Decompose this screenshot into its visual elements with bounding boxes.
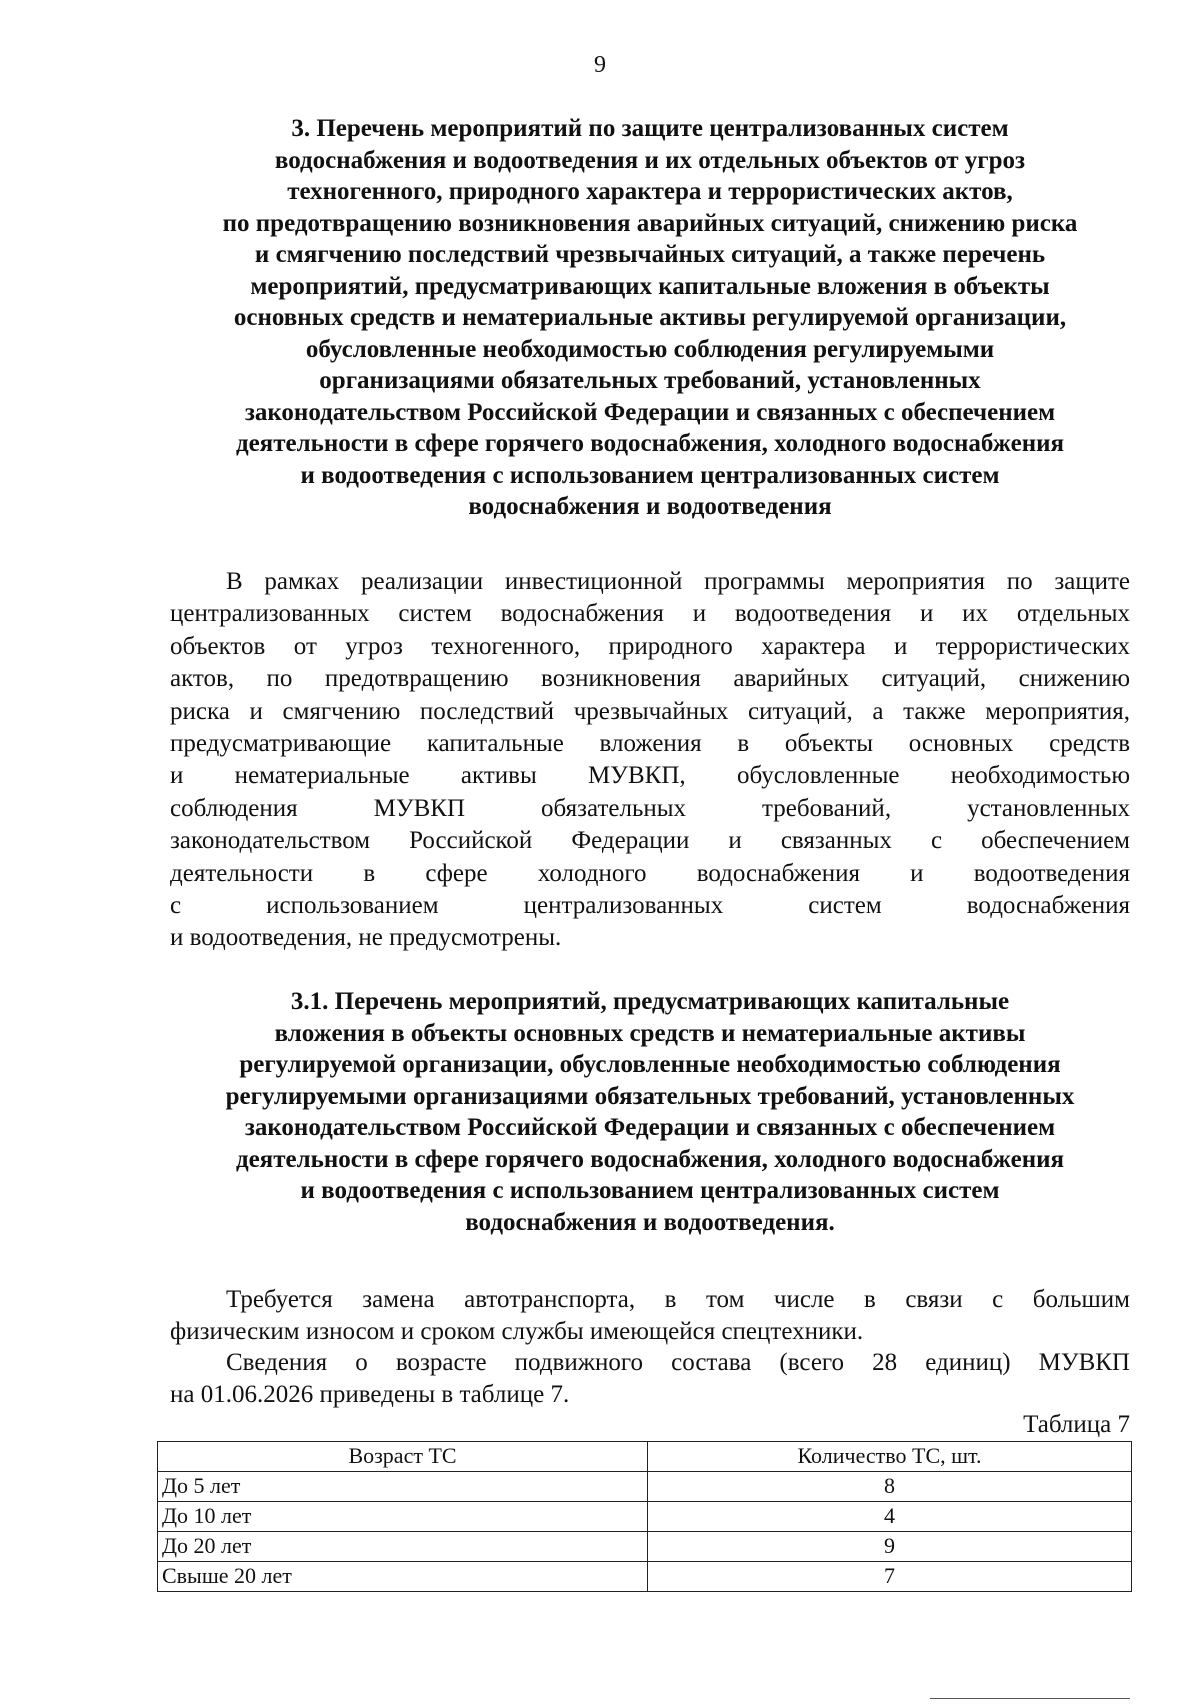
heading-line: водоснабжения и водоотведения	[468, 493, 832, 520]
section-3-heading	[160, 113, 1140, 523]
vehicle-age-table	[157, 1441, 1132, 1592]
count-cell: 8	[648, 1472, 1132, 1502]
table-row	[158, 1472, 1132, 1502]
heading-line: водоснабжения и водоотведения.	[465, 1208, 835, 1236]
paragraph-line: предусматривающие капитальные вложения в объекты основных средств	[170, 730, 1130, 758]
fleet-age-paragraph	[170, 1347, 1130, 1412]
paragraph-line: соблюдения МУВКП обязательных требований, установленных	[170, 794, 1130, 822]
count-cell: 4	[648, 1502, 1132, 1532]
intro-paragraph	[170, 566, 1130, 955]
heading-line: и смягчению последствий чрезвычайных ситуаций, а также перечень	[254, 241, 1046, 268]
heading-line: водоснабжения и водоотведения и их отдельных объектов от угроз	[274, 146, 1026, 174]
vehicle-replacement-paragraph	[170, 1284, 1130, 1349]
heading-line: регулируемыми организациями обязательных требований, установленных	[225, 1082, 1075, 1110]
heading-line: и водоотведения с использованием централизованных систем	[300, 461, 1000, 489]
paragraph-line: деятельности в сфере холодного водоснабжения и водоотведения	[170, 859, 1130, 887]
heading-line: 3. Перечень мероприятий по защите централизованных систем	[291, 115, 1009, 142]
paragraph-line: Сведения о возрасте подвижного состава (всего 28 единиц) МУВКП	[226, 1349, 1130, 1376]
paragraph-line: риска и смягчению последствий чрезвычайных ситуаций, а также мероприятия,	[170, 697, 1130, 725]
heading-line: техногенного, природного характера и террористических актов,	[287, 178, 1013, 205]
age-cell: До 5 лет	[158, 1472, 648, 1502]
section-3-1-heading	[160, 986, 1140, 1238]
heading-line: вложения в объекты основных средств и нематериальные активы	[274, 1019, 1026, 1047]
heading-line: деятельности в сфере горячего водоснабжения, холодного водоснабжения	[235, 1145, 1065, 1173]
heading-line: деятельности в сфере горячего водоснабжения, холодного водоснабжения	[235, 430, 1065, 457]
column-header-count: Количество ТС, шт.	[648, 1442, 1132, 1472]
age-cell: Свыше 20 лет	[158, 1562, 648, 1592]
paragraph-line: на 01.06.2026 приведены в таблице 7.	[170, 1381, 570, 1409]
heading-line: регулируемой организации, обусловленные необходимостью соблюдения	[239, 1051, 1061, 1078]
paragraph-line: актов, по предотвращению возникновения аварийных ситуаций, снижению	[170, 665, 1130, 693]
paragraph-line: В рамках реализации инвестиционной программы мероприятия по защите	[226, 568, 1130, 595]
paragraph-line: централизованных систем водоснабжения и водоотведения и их отдельных	[170, 600, 1130, 628]
paragraph-line: с использованием централизованных систем водоснабжения	[170, 892, 1130, 920]
table-row	[158, 1532, 1132, 1562]
page-number: 9	[594, 52, 606, 78]
paragraph-line: Требуется замена автотранспорта, в том числе в связи с большим	[226, 1286, 1130, 1313]
paragraph-line: и нематериальные активы МУВКП, обусловленные необходимостью	[170, 762, 1130, 790]
table-row	[158, 1502, 1132, 1532]
heading-line: 3.1. Перечень мероприятий, предусматривающих капитальные	[290, 988, 1010, 1015]
heading-line: организациями обязательных требований, установленных	[319, 367, 981, 394]
table-row	[158, 1562, 1132, 1592]
table-caption: Таблица 7	[1023, 1411, 1130, 1438]
age-cell: До 20 лет	[158, 1532, 648, 1562]
heading-line: законодательством Российской Федерации и связанных с обеспечением	[244, 398, 1056, 426]
footer-divider	[930, 1698, 1130, 1699]
count-cell: 9	[648, 1532, 1132, 1562]
column-header-age: Возраст ТС	[158, 1442, 648, 1472]
heading-line: обусловленные необходимостью соблюдения регулируемыми	[305, 335, 995, 363]
heading-line: основных средств и нематериальные активы регулируемой организации,	[233, 304, 1067, 331]
table-header-row	[158, 1442, 1132, 1472]
paragraph-line: физическим износом и сроком службы имеющейся спецтехники.	[170, 1318, 864, 1346]
heading-line: и водоотведения с использованием централизованных систем	[300, 1177, 1000, 1204]
count-cell: 7	[648, 1562, 1132, 1592]
heading-line: по предотвращению возникновения аварийных ситуаций, снижению риска	[222, 209, 1078, 237]
paragraph-line: объектов от угроз техногенного, природного характера и террористических	[170, 632, 1130, 660]
age-cell: До 10 лет	[158, 1502, 648, 1532]
paragraph-line: и водоотведения, не предусмотрены.	[170, 924, 562, 952]
heading-line: законодательством Российской Федерации и связанных с обеспечением	[244, 1114, 1056, 1141]
paragraph-line: законодательством Российской Федерации и связанных с обеспечением	[170, 827, 1130, 855]
heading-line: мероприятий, предусматривающих капитальные вложения в объекты	[250, 272, 1050, 300]
